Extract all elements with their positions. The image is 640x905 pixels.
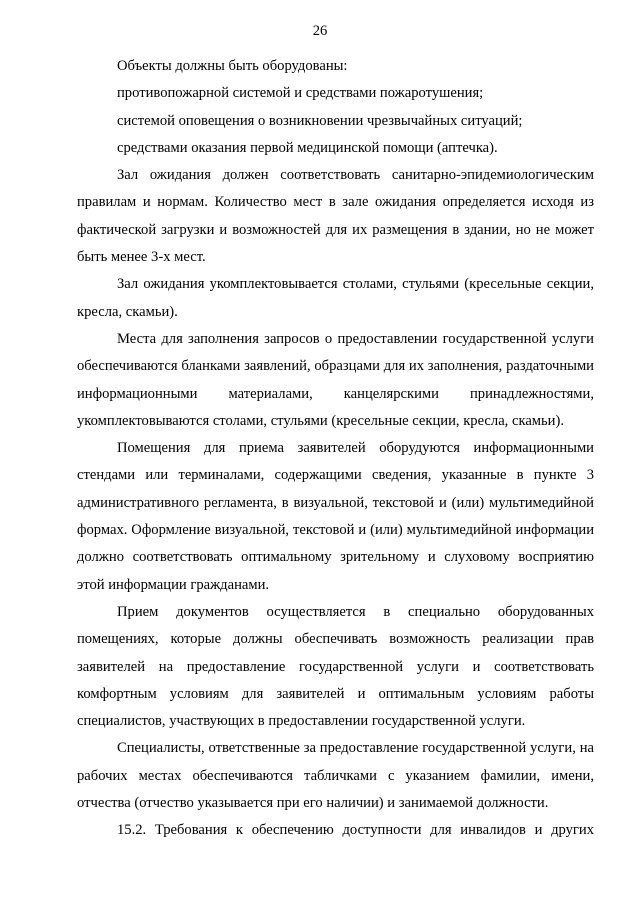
- page-number: 26: [312, 23, 328, 39]
- paragraph: Специалисты, ответственные за предоставление государственной услуги, на рабочих местах обеспечиваются табличками с указанием фамилии, имени, отчества (отчество указывается при его наличии) и занимаемой должности.: [77, 740, 594, 812]
- paragraph: Прием документов осуществляется в специально оборудованных помещениях, которые должны обеспечивать возможность реализации прав заявителей на предоставление государственной услуги и соответствовать комфортным условиям для заявителей и оптимальным условиям работы специалистов, участвующих в предоставлении государственной услуги.: [77, 603, 594, 730]
- paragraph: Места для заполнения запросов о предоставлении государственной услуги обеспечиваются бланками заявлений, образцами для их заполнения, раздаточными информационными материалами, канцелярскими принадлежностями, укомплектовываются столами, стульями (кресельные секции, кресла, скамьи).: [77, 330, 594, 429]
- paragraph: средствами оказания первой медицинской помощи (аптечка).: [117, 139, 498, 156]
- paragraph: системой оповещения о возникновении чрезвычайных ситуаций;: [117, 112, 523, 129]
- paragraph: Помещения для приема заявителей оборудуются информационными стендами или терминалами, содержащими сведения, указанные в пункте 3 административного регламента, в визуальной, текстовой и (или) мультимедийной формах. Оформление визуальной, текстовой и (или) мультимедийной информации должно соответствовать оптимальному зрительному и слуховому восприятию этой информации гражданами.: [77, 440, 594, 593]
- paragraph: Зал ожидания должен соответствовать санитарно-эпидемиологическим правилам и нормам. Количество мест в зале ожидания определяется исходя из фактической загрузки и возможностей для их размещения в здании, но не может быть менее 3-х мест.: [77, 167, 594, 266]
- body-text: [77, 53, 594, 845]
- paragraph: Объекты должны быть оборудованы:: [117, 58, 348, 74]
- paragraph: 15.2. Требования к обеспечению доступности для инвалидов и других: [117, 822, 594, 839]
- paragraph: противопожарной системой и средствами пожаротушения;: [117, 85, 484, 102]
- paragraph: Зал ожидания укомплектовывается столами, стульями (кресельные секции, кресла, скамьи).: [77, 276, 594, 320]
